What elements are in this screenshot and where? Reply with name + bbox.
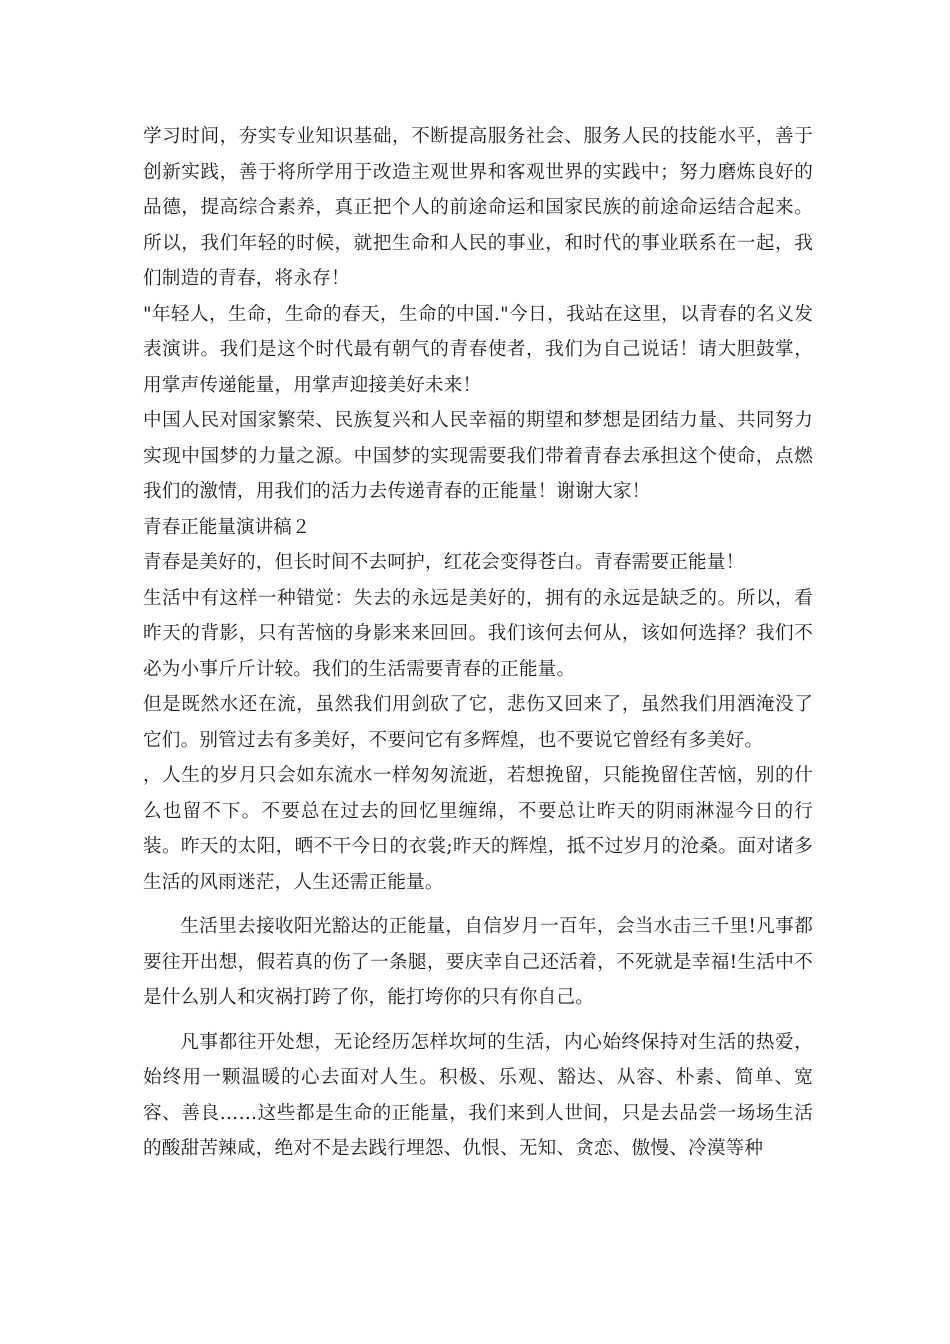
- section-heading: 青春正能量演讲稿２: [143, 516, 311, 538]
- paragraph-1: 学习时间，夯实专业知识基础，不断提高服务社会、服务人民的技能水平，善于创新实践，善于将所学用于改造主观世界和客观世界的实践中；努力磨炼良好的品德，提高综合素养，真正把个人的前途命运和国家民族的前途命运结合起来。所以，我们年轻的时候，就把生命和人民的事业，和时代的事业联系在一起，我们制造的青春，将永存！: [143, 126, 813, 289]
- paragraph-3: 中国人民对国家繁荣、民族复兴和人民幸福的期望和梦想是团结力量、共同努力实现中国梦的力量之源。中国梦的实现需要我们带着青春去承担这个使命，点燃我们的激情，用我们的活力去传递青春的正能量！谢谢大家！: [143, 410, 813, 502]
- paragraph-6: 但是既然水还在流，虽然我们用剑砍了它，悲伤又回来了，虽然我们用酒淹没了它们。别管过去有多美好，不要问它有多辉煌，也不要说它曾经有多美好。: [143, 694, 813, 751]
- paragraph-4: 青春是美好的，但长时间不去呵护，红花会变得苍白。青春需要正能量！: [143, 552, 745, 573]
- paragraph-2: "年轻人，生命，生命的春天，生命的中国."今日，我站在这里，以青春的名义发表演讲。我们是这个时代最有朝气的青春使者，我们为自己说话！请大胆鼓掌，用掌声传递能量，用掌声迎接美好未来！: [143, 303, 813, 396]
- paragraph-8: 生活里去接收阳光豁达的正能量，自信岁月一百年，会当水击三千里!凡事都要往开出想，假若真的伤了一条腿，要庆幸自己还活着，不死就是幸福!生活中不是什么别人和灾祸打跨了你，能打垮你的只有你自己。: [143, 916, 813, 1008]
- paragraph-5: 生活中有这样一种错觉：失去的永远是美好的，拥有的永远是缺乏的。所以，看昨天的背影，只有苦恼的身影来来回回。我们该何去何从，该如何选择？我们不必为小事斤斤计较。我们的生活需要青春的正能量。: [143, 587, 813, 680]
- document-body: [143, 119, 813, 1167]
- paragraph-7: ，人生的岁月只会如东流水一样匆匆流逝，若想挽留，只能挽留住苦恼，别的什么也留不下。不要总在过去的回忆里缠绵，不要总让昨天的阴雨淋湿今日的行装。昨天的太阳，晒不干今日的衣裳;昨天的辉煌，抵不过岁月的沧桑。面对诸多生活的风雨迷茫，人生还需正能量。: [143, 765, 813, 893]
- paragraph-9: 凡事都往开处想，无论经历怎样坎坷的生活，内心始终保持对生活的热爱，始终用一颗温暖的心去面对人生。积极、乐观、豁达、从容、朴素、简单、宽容、善良……这些都是生命的正能量，我们来到人世间，只是去品尝一场场生活的酸甜苦辣咸，绝对不是去践行埋怨、仇恨、无知、贪恋、傲慢、冷漠等种: [143, 1031, 813, 1159]
